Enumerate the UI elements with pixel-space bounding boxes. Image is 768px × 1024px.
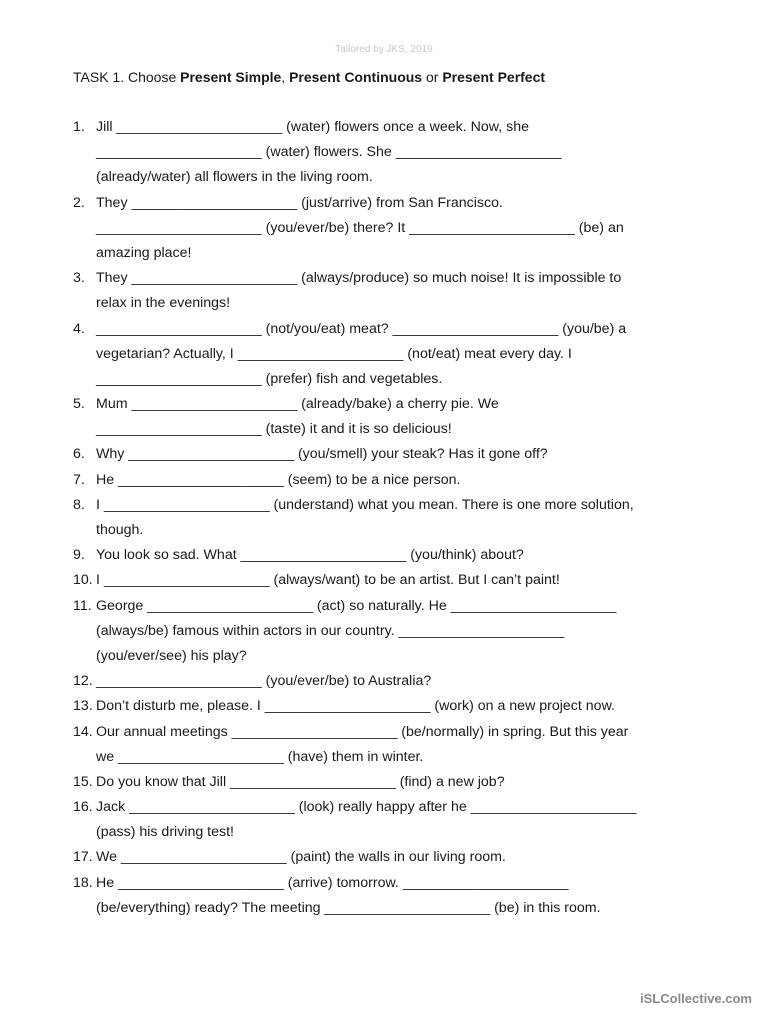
exercise-text: (pass) his driving test! <box>96 824 234 841</box>
exercise-text: though. <box>96 522 144 538</box>
exercise-item-continuation <box>0 367 768 392</box>
exercise-text: _____________________ (you/ever/be) to Australia? <box>96 673 432 690</box>
exercise-number: 8. <box>73 496 85 513</box>
exercise-number: 17. <box>73 849 93 866</box>
exercise-number: 4. <box>73 320 85 337</box>
exercise-number: 10. <box>73 572 93 589</box>
exercise-item-continuation <box>0 820 768 845</box>
exercise-text: relax in the evenings! <box>96 295 231 312</box>
exercise-text: They _____________________ (always/produce) so much noise! It is impossible to <box>96 270 622 287</box>
exercise-item <box>0 468 768 493</box>
exercise-number: 11. <box>73 597 92 614</box>
exercise-item <box>0 568 768 593</box>
exercise-text: You look so sad. What _____________________ (you/think) about? <box>96 547 524 564</box>
task-separator: , <box>281 69 290 85</box>
footer-brand-logo: iSLCollective.com <box>640 991 752 1006</box>
exercise-item <box>0 493 768 518</box>
exercise-number: 18. <box>73 874 93 891</box>
exercise-text: Jill _____________________ (water) flowers once a week. Now, she <box>96 119 529 135</box>
exercise-text: Do you know that Jill _____________________ (find) a new job? <box>96 773 505 790</box>
exercise-item <box>0 317 768 342</box>
exercise-item <box>0 795 768 820</box>
exercise-text: I _____________________ (always/want) to be an artist. But I can’t paint! <box>96 572 560 589</box>
task-option-present-perfect: Present Perfect <box>442 69 546 85</box>
task-separator: or <box>422 69 443 85</box>
header-note: Tailored by JKS, 2019 <box>335 44 433 55</box>
exercise-item-continuation <box>0 216 768 241</box>
exercise-item <box>0 594 768 619</box>
exercise-item <box>0 392 768 417</box>
exercise-item <box>0 720 768 745</box>
exercise-item <box>0 266 768 291</box>
exercise-item-continuation <box>0 896 768 921</box>
exercise-item-continuation <box>0 619 768 644</box>
exercise-text: (already/water) all flowers in the living room. <box>96 169 373 186</box>
exercise-number: 1. <box>73 119 85 135</box>
exercise-text: Mum _____________________ (already/bake) a cherry pie. We <box>96 396 499 413</box>
exercise-text: George _____________________ (act) so naturally. He _____________________ <box>96 597 617 614</box>
exercise-number: 9. <box>73 547 85 564</box>
exercise-item-continuation <box>0 291 768 316</box>
exercise-text: He _____________________ (seem) to be a nice person. <box>96 471 461 488</box>
exercise-number: 14. <box>73 723 93 740</box>
exercise-list <box>0 115 768 921</box>
exercise-number: 12. <box>73 673 93 690</box>
exercise-text: _____________________ (not/you/eat) meat? _____________________ (you/be) a <box>96 320 627 337</box>
task-option-present-continuous: Present Continuous <box>289 69 423 85</box>
exercise-item-continuation <box>0 140 768 165</box>
exercise-text: Why _____________________ (you/smell) your steak? Has it gone off? <box>96 446 548 463</box>
exercise-number: 16. <box>73 799 93 816</box>
exercise-text: vegetarian? Actually, I _____________________ (not/eat) meat every day. I <box>96 345 572 362</box>
exercise-text: _____________________ (prefer) fish and vegetables. <box>96 370 443 387</box>
exercise-number: 5. <box>73 396 85 413</box>
exercise-text: They _____________________ (just/arrive) from San Francisco. <box>96 194 503 211</box>
exercise-item <box>0 770 768 795</box>
task-title <box>73 69 545 85</box>
exercise-text: _____________________ (you/ever/be) there? It _____________________ (be) an <box>96 219 624 236</box>
exercise-text: we _____________________ (have) them in winter. <box>96 748 424 765</box>
exercise-number: 13. <box>73 698 93 715</box>
exercise-text: He _____________________ (arrive) tomorrow. _____________________ <box>96 874 569 891</box>
exercise-item-continuation <box>0 241 768 266</box>
exercise-text: I _____________________ (understand) what you mean. There is one more solution, <box>96 496 634 513</box>
exercise-item <box>0 442 768 467</box>
exercise-text: (be/everything) ready? The meeting _____________________ (be) in this room. <box>96 899 601 916</box>
exercise-item-continuation <box>0 745 768 770</box>
exercise-text: Jack _____________________ (look) really happy after he _____________________ <box>96 799 637 816</box>
exercise-item-continuation <box>0 644 768 669</box>
task-option-present-simple: Present Simple <box>180 69 282 85</box>
exercise-item <box>0 191 768 216</box>
task-prefix: TASK 1. Choose <box>73 69 181 85</box>
exercise-text: Don’t disturb me, please. I _____________________ (work) on a new project now. <box>96 698 615 715</box>
exercise-number: 6. <box>73 446 85 463</box>
exercise-item <box>0 543 768 568</box>
exercise-item <box>0 871 768 896</box>
exercise-text: (you/ever/see) his play? <box>96 647 247 664</box>
exercise-item <box>0 694 768 719</box>
exercise-item <box>0 115 768 140</box>
exercise-item-continuation <box>0 518 768 543</box>
exercise-item-continuation <box>0 342 768 367</box>
exercise-item <box>0 845 768 870</box>
exercise-number: 15. <box>73 773 93 790</box>
exercise-text: amazing place! <box>96 244 192 261</box>
exercise-text: Our annual meetings _____________________ (be/normally) in spring. But this year <box>96 723 629 740</box>
exercise-text: _____________________ (taste) it and it is so delicious! <box>96 421 452 438</box>
exercise-number: 7. <box>73 471 85 488</box>
exercise-text: _____________________ (water) flowers. She _____________________ <box>96 144 562 161</box>
exercise-text: (always/be) famous within actors in our country. _____________________ <box>96 622 565 639</box>
exercise-number: 2. <box>73 194 85 211</box>
exercise-number: 3. <box>73 270 85 287</box>
exercise-item-continuation <box>0 165 768 190</box>
exercise-item-continuation <box>0 417 768 442</box>
exercise-text: We _____________________ (paint) the walls in our living room. <box>96 849 506 866</box>
exercise-item <box>0 669 768 694</box>
